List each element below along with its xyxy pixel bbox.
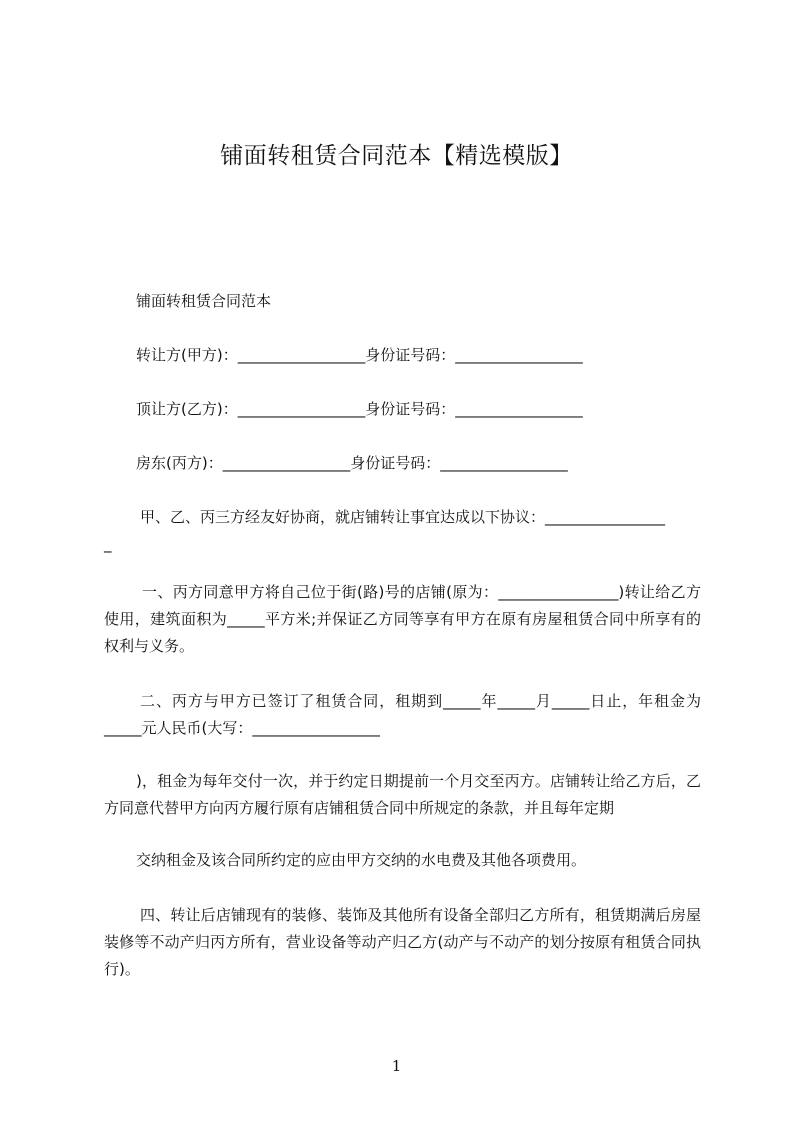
agreement-intro: 甲、乙、丙三方经友好协商，就店铺转让事宜达成以下协议：________________ — [140, 508, 666, 526]
page-number: 1 — [391, 1057, 402, 1075]
page-title: 铺面转租赁合同范本【精选模版】 — [220, 143, 573, 169]
transferor-line: 转让方(甲方)：_________________身份证号码：_________________ — [136, 346, 583, 364]
transferee-line: 顶让方(乙方)：_________________身份证号码：_________________ — [136, 400, 583, 418]
agreement-intro-continuation: _ — [104, 535, 112, 553]
clause-2-ending: 交纳租金及该合同所约定的应由甲方交纳的水电费及其他各项费用。 — [136, 851, 587, 869]
clause-2-continuation: )，租金为每年交付一次，并于约定日期提前一个月交至丙方。店铺转让给乙方后，乙方同意代替甲方向丙方履行原有店铺租赁合同中所规定的条款，并且每年定期 — [104, 772, 701, 817]
clause-2: 二、丙方与甲方已签订了租赁合同，租期到_____年_____月_____日止，年租金为_____元人民币(大写：_________________ — [104, 692, 701, 737]
landlord-line: 房东(丙方)：_________________身份证号码：_________________ — [136, 454, 568, 472]
document-subtitle: 铺面转租赁合同范本 — [136, 292, 272, 310]
clause-1: 一、丙方同意甲方将自己位于街(路)号的店铺(原为：________________)转让给乙方使用，建筑面积为_____平方米;并保证乙方同等享有甲方在原有房屋租赁合同中所享有的权利与义务。 — [104, 583, 701, 655]
clause-4: 四、转让后店铺现有的装修、装饰及其他所有设备全部归乙方所有，租赁期满后房屋装修等不动产归丙方所有，营业设备等动产归乙方(动产与不动产的划分按原有租赁合同执行)。 — [104, 906, 701, 978]
